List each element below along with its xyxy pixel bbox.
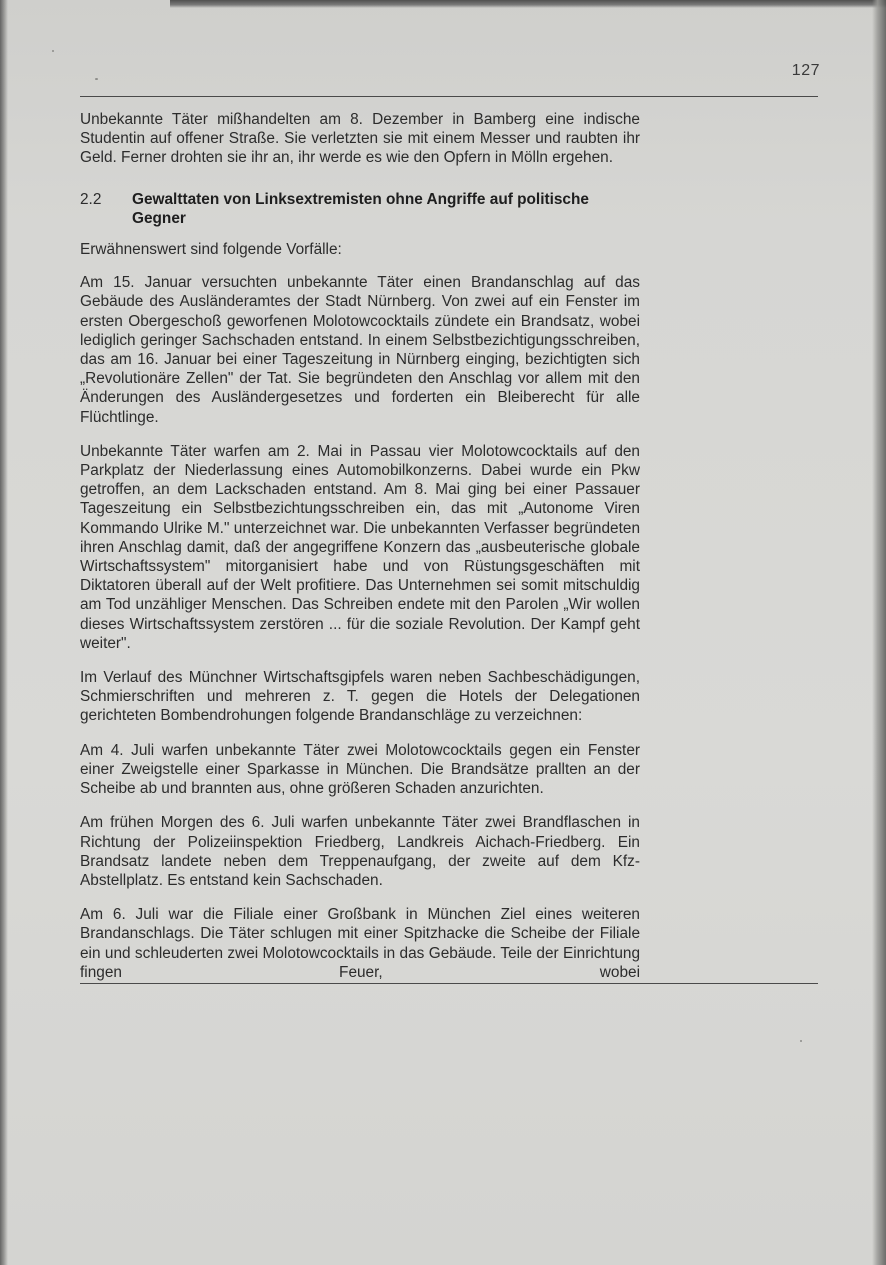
scan-speck — [800, 1040, 802, 1042]
paragraph: Am 6. Juli war die Filiale einer Großbank in München Ziel eines weiteren Brandanschlags. Die Täter schlugen mit einer Spitzhacke die Scheibe der Filiale ein und schleuderten zwei Molotowcocktails in das Gebäude. Teile der Einrichtung fingen Feuer, wobei — [80, 906, 640, 981]
paragraph: Am 15. Januar versuchten unbekannte Täter einen Brandanschlag auf das Gebäude des Ausländeramtes der Stadt Nürnberg. Von zwei auf ein Fenster im ersten Obergeschoß geworfenen Molotowcocktails zündete ein Brandsatz, wobei lediglich geringer Sachschaden entstand. In einem Selbstbezichtigungsschreiben, das am 16. Januar bei einer Tageszeitung in Nürnberg einging, bezichtigten sich „Revolutionäre Zellen" der Tat. Sie begründeten den Anschlag vor allem mit den Änderungen des Ausländergesetzes und forderten ein Bleiberecht für alle Flüchtlinge. — [80, 274, 640, 426]
scan-speck — [52, 50, 54, 52]
section-number: 2.2 — [80, 190, 102, 208]
section-intro: Erwähnenswert sind folgende Vorfälle: — [80, 241, 342, 259]
section-heading — [80, 190, 640, 228]
page-number: 127 — [791, 62, 820, 79]
page-shadow-right — [872, 0, 886, 1265]
paragraph: Am frühen Morgen des 6. Juli warfen unbekannte Täter zwei Brandflaschen in Richtung der Polizeiinspektion Friedberg, Landkreis Aichach-Friedberg. Ein Brandsatz landete neben dem Treppenaufgang, der zweite auf dem Kfz-Abstellplatz. Es entstand kein Sachschaden. — [80, 814, 640, 889]
scan-speck — [95, 78, 98, 80]
paragraph: Am 4. Juli warfen unbekannte Täter zwei Molotowcocktails gegen ein Fenster einer Zweigstelle einer Sparkasse in München. Die Brandsätze prallten an der Scheibe ab und brannten aus, ohne größeren Schaden anzurichten. — [80, 741, 640, 798]
page-shadow-top — [170, 0, 886, 8]
page-shadow-left — [0, 0, 8, 1265]
footer-rule — [80, 983, 818, 984]
body-text — [80, 110, 640, 997]
header-rule — [80, 96, 818, 97]
paragraph: Im Verlauf des Münchner Wirtschaftsgipfels waren neben Sachbeschädigungen, Schmierschriften und mehreren z. T. gegen die Hotels der Delegationen gerichteten Bombendrohungen folgende Brandanschläge zu verzeichnen: — [80, 669, 640, 725]
opening-paragraph: Unbekannte Täter mißhandelten am 8. Dezember in Bamberg eine indische Studentin auf offener Straße. Sie verletzten sie mit einem Messer und raubten ihr Geld. Ferner drohten sie ihr an, ihr werde es wie den Opfern in Mölln ergehen. — [80, 111, 640, 167]
paragraph: Unbekannte Täter warfen am 2. Mai in Passau vier Molotowcocktails auf den Parkplatz der Niederlassung eines Automobilkonzerns. Dabei wurde ein Pkw getroffen, an dem Lackschaden entstand. Am 8. Mai ging bei einer Passauer Tageszeitung ein Selbstbezichtungsschreiben ein, das mit „Autonome Viren Kommando Ulrike M." unterzeichnet war. Die unbekannten Verfasser begründeten ihren Anschlag damit, daß der angegriffene Konzern das „ausbeuterische globale Wirtschaftssystem" mitorganisiert habe und von Rüstungsgeschäften mit Diktatoren überall auf der Welt profitiere. Das Unternehmen sei somit mitschuldig am Tod unzähliger Menschen. Das Schreiben endete mit den Parolen „Wir wollen dieses Wirtschaftssystem zerstören ... für die soziale Revolution. Der Kampf geht weiter". — [80, 442, 640, 652]
section-title: Gewalttaten von Linksextremisten ohne Angriffe auf politische Gegner — [132, 190, 589, 227]
